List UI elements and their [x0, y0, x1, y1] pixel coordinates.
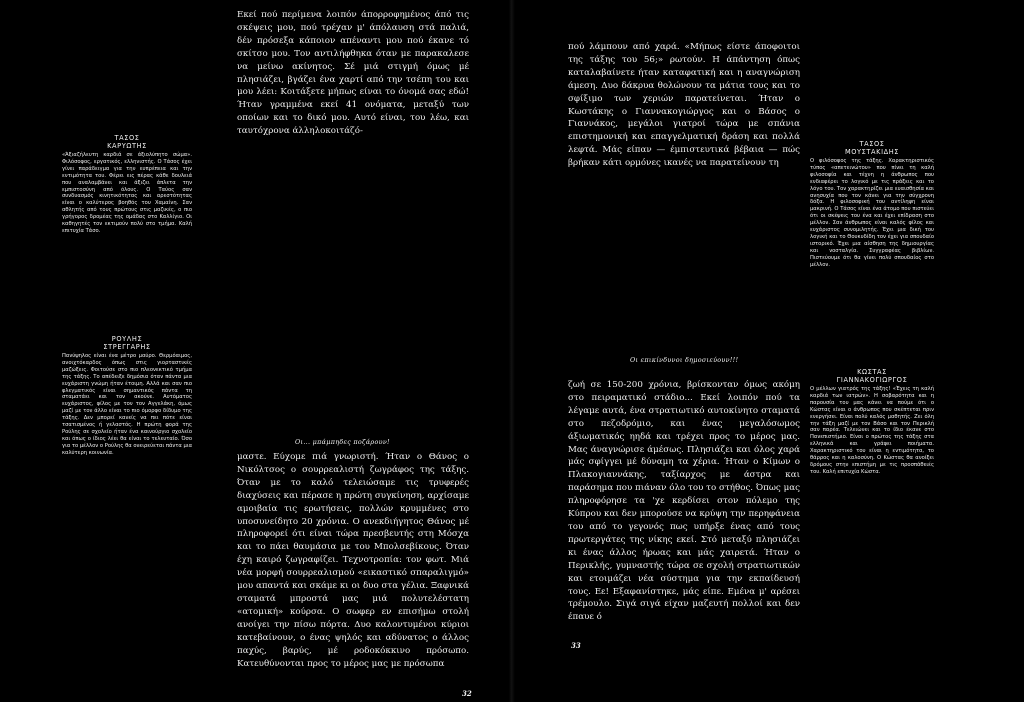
bio-surname: ΓΙΑΝΝΑΚΟΓΙΩΡΓΟΣ — [836, 376, 908, 384]
photo-caption: Οι... μπάμπηδες ποζάρουν! — [295, 438, 390, 446]
main-text-top — [568, 41, 800, 170]
main-text-bottom — [568, 379, 800, 624]
bio-moustakidis — [810, 140, 934, 269]
bio-text: «Άξιαζήλευτη καρδιά σε άξιολύπητο σώμα». Φιλόσοφος, εργατικός, ελληνιστής. Ο Τάσος έχει γίνει παράδειγμα για την ευπρέπεια και την εντιμότητα του. Φέρει εις πέρας κάθε δουλειά που αναλαμβάνει και άξιζει άπλετα την εμπιστοσύνη από όλους. Ο Ταύος σαν συνδυασμός κινητικότητας και αρεστότητας είναι ο καλύτερος βοηθός του Χαμαίνη. Σαν αθλητής από τους πρώτους στις μαζικές, ο πιο γρήγορος δρομέας της ομάδας στο Καλλίγιο. Οι καθηγητές τον εκτιμούν πολύ στο τμήμα. Καλή επιτυχία Τάσο. — [62, 152, 192, 234]
bio-surname: ΚΑΡΥΩΤΗΣ — [107, 142, 147, 150]
main-text-bottom — [237, 451, 469, 670]
bio-streggaris — [62, 335, 192, 457]
bio-text: Ο μέλλων γιατρός της τάξης! «Έχεις τη καλή καρδιά των ιατρών». Η σοβαρότητα και η παρουσία του μας κάνει να πούμε ότι ο Κώστας είναι ο άνθρωπος που σκέπτεται πριν ενεργήσει. Είναι πολύ καλός μαθητής. Ζει όλη την τάξη μαζί με τον Βάσο και τον Περικλή σαν παρέα. Τελειώνει και το ίδιο έκανε στο Πανεπιστήμιο. Είναι ο πρώτος της τάξης στα ελληνικά και γράφει ποιήματα. Χαρακτηριστικό του είναι η εντιμότητα, το θάρρος και η καλοσύνη. Ο Κώστας θα ανοίξει δρόμους στην επιστήμη με τις προσπάθειές του. Καλή επιτυχία Κώστα. — [810, 386, 934, 475]
photo-plate — [566, 190, 804, 355]
page-number: 32 — [462, 689, 472, 698]
bio-giannakogiorgos — [810, 368, 934, 476]
paragraph: ζωή σε 150-200 χρόνια, βρίσκονταν όμως ακόμη στο πειραματικό στάδιο... Εκεί λοιπόν πού τα λέγαμε αυτά, ένα στρατιωτικό αυτοκίνητο σταματά στο πεζοδρόμιο, και ένας μεγαλόσωμος άξιωματικός ηηδά και τρέχει προς το μέρος μας. Μας άναγνώρισε άμέσως. Πλησιάζει και όλος χαρά μάς σφίγγει μέ δύναμη τα χέρια. Ήταν ο Κίμων ο Πλακογιαννάκης, ταξίαρχος με άστρα και παράσημα που πιάναν όλο του το στήθος. Όπως μας πληροφόρησε τα 'χε κερδίσει στον πόλεμο της Κύπρου και δεν μπορούσε να κρύψη την περηφάνεια του από το γεγονός πως υπήρξε ένας από τους πρωτεργάτες της νίκης εκεί. Στό μεταξύ πλησιάζει κι ένας άλλος ήρωας και μάς χαιρετά. Ήταν ο Περικλής, γυμναστής τώρα σε σχολή στρατιωτικών και ετοιμάζει νέα σύστημα για την εκπαίδευσή τους. Εε! Εξαφανίστηκε, μάς είπε. Εμένα μ' αρέσει τρέμουλο. Σιγά σιγά είχαν μαζευτή πολλοί και δεν έπαυε ό — [568, 380, 800, 623]
paragraph: πού λάμπουν από χαρά. «Μήπως είστε άποφοιτοι της τάξης του 56;» ρωτούν. Η άπάντηση όπως καταλαβαίνετε ήταν καταφατική και η αναγνώριση άμεση. Δυο δάκρυα θολώνουν τα μάτια τους και το σφίξιμο των χεριών παρατείνεται. Ήταν ο Κωστάκης ο Γιαννακογιώργος και ο Βάσος ο Γιαννάκος, μεγάλοι γιατροί τώρα με σπάνια επιστημονική και επαγγελματική δράση και πολλά λεφτά. Μάς είπαν — έμπιστευτικά βέβαια — πώς βρήκαν κάτι ορμόνες ικανές να παρατείνουν τη — [568, 42, 800, 169]
paragraph: Εκεί πού περίμενα λοιπόν άπορροφημένος άπό τις σκέψεις μου, πού τρέχαν μ' άπόλαυση στά παλιά, δέν πρόσεξα κάποιον απέναντι μου πού έκανε τό σκίτσο μου. Τον αντιλήφθηκα όταν με παρακαλεσε να μείνω ακίνητος. Σέ μιά στιγμή όμως μέ πλησιάζει, βγάζει ένα χαρτί από την τσέπη του και μου λέει: Κοιτάξετε μήπως είναι το όνομά σας εδώ! Ήταν γραμμένα εκεί 41 ονόματα, μεταξύ των οποίων και το δικό μου. Αυτό είναι, του λέω, και ταυτόχρονα άλληλοκοιτάζό- — [237, 10, 469, 137]
paragraph: μαστε. Εύχομε πιά γνωριστή. Ήταν ο Θάνος ο Νικόλτσος ο σουρρεαλιστή ζωγράφος της τάξης. Όταν με το καλό τελειώσαμε τις τρυφερές διαχύσεις και πέρασε η πρώτη συγκίνηση, αρχίσαμε αμοιβαία τις ερωτήσεις, πολλών κρυμμένες στο υποσυνείδητο 20 χρόνια. Ο ανεκδιήγητος Θάνος μέ πληροφορεί ότι είναι τώρα πρεσβευτής στη Μόσχα και το πάει θαυμάσια με του Μπολσεβίκους. Όταν έχη καιρό ζωγραφίζει. Τεχνοτροπία: τον φωτ. Μιά νέα μορφή σουρρεαλισμού «εικαστικό σπαραλιγμό» μου απαντά και σκάμε κι οι δυο στα γέλια. Ξαφνικά σταματά μπροστά μας μιά πολυτελέστατη «ατομική» κούρσα. Ο σωφερ εν επισήμω στολή ανοίγει την πίσω πόρτα. Δυο καλοντυμένοι κύριοι κατεβαίνουν, ο ένας ψηλός και αδύνατος ο άλλος παχύς, βαρύς, μέ ροδοκόκκινο πρόσωπο. Κατευθύνονται προς το μέρος μας με πρόσωπα — [237, 452, 469, 669]
main-text-top — [237, 9, 469, 138]
page-number: 33 — [571, 641, 581, 650]
bio-name: ΡΟΥΛΗΣ — [111, 335, 143, 343]
bio-name: ΚΩΣΤΑΣ — [857, 368, 887, 376]
bio-text: Ο φιλόσοφος της τάξης. Χαρακτηριστικός τύπος «απετεινώτου» που πίνει τη καλή φιλοσοφία και τέχνη η άνθρωπος που ενδιαφέρει το λογικό με τις πράξεις και το λόγο του. Τον χαρακτηρίζει μια ευαισθησία και ανησυχία που τον κάνει για την σύγχρονη δόξα. Η φιλοσοφική του αντίληψη είναι μακρινή. Ο Τάσος είναι ένα άτομο που πιστεύει ότι οι σκέψεις του ένα και έχει επίδραση στο μέλλον. Σαν άνθρωπος είναι καλός φίλος και ευχάριστος συνομιλητής. Έχει μια δική του λογική και το Θουκυδίδη τον έχει για σπουδαίο ιστορικό. Έχει μια αίσθηση της δημιουργίας και νοσταλγία. Συγγραφέας βιβλίων. Πιστεύουμε ότι θα γίνει πολύ σπουδαίος στο μέλλον. — [810, 158, 934, 268]
bio-name: ΤΑΣΟΣ — [859, 140, 885, 148]
photo-caption: Οι επικίνδυνοι δημοσιεύουν!!! — [630, 356, 739, 364]
bio-surname: ΜΟΥΣΤΑΚΙΔΗΣ — [844, 148, 900, 156]
bio-name: ΤΑΣΟΣ — [114, 134, 140, 142]
bio-karyotis — [62, 134, 192, 235]
bio-text: Πανύψηλος είναι ένα μέτρο μαύρο. Θερμόαιμος, ανοιχτόκαρδος όπως στις γιορταστικές μαζώξεις. Φοιτούσε στο πιο πλεονεκτικό τμήμα της τάξης. Το απέδειξε δημόσια όταν πάντα μια ευχάριστη γνώμη ήταν έτοιμη. Αλλά και σαν πιο φλεγματικός είναι σημαντικός πάντα τη σταματάει και τον ακούνε. Αυτόματος ευχάριστος, φίλος με τον τον Αγγελάκη, όμως μαζί με τον άλλο είναι το πιο όμορφο δίδυμο της τάξης. Δεν μπορεί κανείς να πει πότε είναι τσατισμένος ή γελαστός. Η πρώτη φορά της Ρούλης σε σχολείο ήταν ένα καινούργιο σχολείο και όπως ο ίδιος λέει θα είναι το τελευταίο. Όσο για το μέλλον ο Ρούλης θα ονειρεύεται πάντα μια καλύτερη κοινωνία. — [62, 353, 192, 456]
photo-plate — [235, 180, 473, 435]
right-page — [512, 0, 1024, 702]
bio-surname: ΣΤΡΕΓΓΑΡΗΣ — [103, 343, 151, 351]
